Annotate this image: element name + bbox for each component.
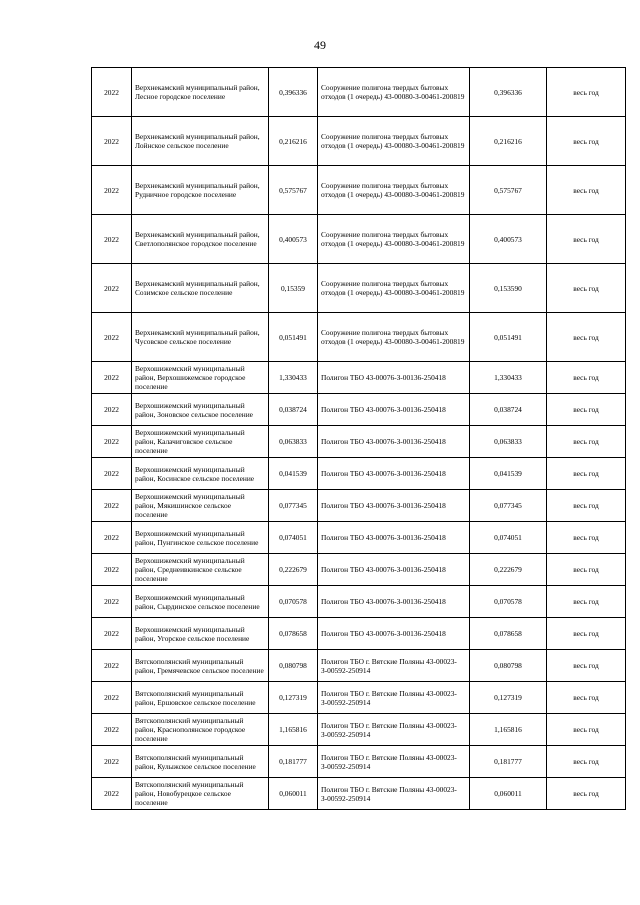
value2-cell: 0,077345: [470, 490, 547, 522]
value-cell: 0,077345: [269, 490, 318, 522]
municipality-cell: Вятскополянский муниципальный район, Новобурецкое сельское поселение: [132, 778, 269, 810]
facility-cell: Полигон ТБО 43-00076-З-00136-250418: [318, 586, 470, 618]
period-cell: весь год: [547, 117, 626, 166]
facility-cell: Полигон ТБО 43-00076-З-00136-250418: [318, 458, 470, 490]
value2-cell: 0,051491: [470, 313, 547, 362]
value2-cell: 0,060011: [470, 778, 547, 810]
year-cell: 2022: [92, 682, 132, 714]
municipality-cell: Верхошижемский муниципальный район, Пунгинское сельское поселение: [132, 522, 269, 554]
year-cell: 2022: [92, 458, 132, 490]
value2-cell: 0,074051: [470, 522, 547, 554]
value-cell: 0,063833: [269, 426, 318, 458]
period-cell: весь год: [547, 458, 626, 490]
table-row: [92, 313, 626, 362]
value-cell: 0,078658: [269, 618, 318, 650]
value2-cell: 0,222679: [470, 554, 547, 586]
facility-cell: Полигон ТБО 43-00076-З-00136-250418: [318, 394, 470, 426]
table-row: [92, 714, 626, 746]
value2-cell: 0,396336: [470, 68, 547, 117]
municipality-cell: Верхнекамский муниципальный район, Лесное городское поселение: [132, 68, 269, 117]
municipality-cell: Верхошижемский муниципальный район, Косинское сельское поселение: [132, 458, 269, 490]
period-cell: весь год: [547, 68, 626, 117]
facility-cell: Сооружение полигона твердых бытовых отходов (1 очередь) 43-00080-З-00461-200819: [318, 166, 470, 215]
value2-cell: 0,080798: [470, 650, 547, 682]
year-cell: 2022: [92, 68, 132, 117]
value2-cell: 0,078658: [470, 618, 547, 650]
data-table: [91, 67, 626, 810]
value2-cell: 0,575767: [470, 166, 547, 215]
value-cell: 0,396336: [269, 68, 318, 117]
table-row: [92, 650, 626, 682]
table-row: [92, 746, 626, 778]
municipality-cell: Верхнекамский муниципальный район, Рудничное городское поселение: [132, 166, 269, 215]
municipality-cell: Верхнекамский муниципальный район, Созимское сельское поселение: [132, 264, 269, 313]
value-cell: 1,330433: [269, 362, 318, 394]
value2-cell: 0,041539: [470, 458, 547, 490]
year-cell: 2022: [92, 215, 132, 264]
facility-cell: Полигон ТБО г. Вятские Поляны 43-00023-З-00592-250914: [318, 714, 470, 746]
value-cell: 1,165816: [269, 714, 318, 746]
facility-cell: Полигон ТБО г. Вятские Поляны 43-00023-З-00592-250914: [318, 650, 470, 682]
value2-cell: 1,165816: [470, 714, 547, 746]
year-cell: 2022: [92, 426, 132, 458]
municipality-cell: Верхошижемский муниципальный район, Зоновское сельское поселение: [132, 394, 269, 426]
year-cell: 2022: [92, 778, 132, 810]
value2-cell: 0,070578: [470, 586, 547, 618]
value2-cell: 0,216216: [470, 117, 547, 166]
value-cell: 0,070578: [269, 586, 318, 618]
period-cell: весь год: [547, 215, 626, 264]
period-cell: весь год: [547, 490, 626, 522]
value-cell: 0,074051: [269, 522, 318, 554]
table-row: [92, 215, 626, 264]
value-cell: 0,216216: [269, 117, 318, 166]
value2-cell: 0,400573: [470, 215, 547, 264]
value2-cell: 1,330433: [470, 362, 547, 394]
table-row: [92, 394, 626, 426]
municipality-cell: Верхнекамский муниципальный район, Светлополянское городское поселение: [132, 215, 269, 264]
facility-cell: Сооружение полигона твердых бытовых отходов (1 очередь) 43-00080-З-00461-200819: [318, 264, 470, 313]
year-cell: 2022: [92, 394, 132, 426]
year-cell: 2022: [92, 362, 132, 394]
value2-cell: 0,153590: [470, 264, 547, 313]
value-cell: 0,575767: [269, 166, 318, 215]
table-row: [92, 68, 626, 117]
year-cell: 2022: [92, 490, 132, 522]
municipality-cell: Вятскополянский муниципальный район, Ершовское сельское поселение: [132, 682, 269, 714]
municipality-cell: Верхошижемский муниципальный район, Мякишинское сельское поселение: [132, 490, 269, 522]
year-cell: 2022: [92, 117, 132, 166]
facility-cell: Полигон ТБО 43-00076-З-00136-250418: [318, 426, 470, 458]
year-cell: 2022: [92, 714, 132, 746]
period-cell: весь год: [547, 362, 626, 394]
period-cell: весь год: [547, 650, 626, 682]
facility-cell: Полигон ТБО г. Вятские Поляны 43-00023-З-00592-250914: [318, 682, 470, 714]
year-cell: 2022: [92, 166, 132, 215]
facility-cell: Полигон ТБО 43-00076-З-00136-250418: [318, 554, 470, 586]
period-cell: весь год: [547, 522, 626, 554]
value-cell: 0,181777: [269, 746, 318, 778]
year-cell: 2022: [92, 554, 132, 586]
year-cell: 2022: [92, 264, 132, 313]
municipality-cell: Вятскополянский муниципальный район, Кулыжское сельское поселение: [132, 746, 269, 778]
value-cell: 0,038724: [269, 394, 318, 426]
value-cell: 0,15359: [269, 264, 318, 313]
period-cell: весь год: [547, 586, 626, 618]
value2-cell: 0,127319: [470, 682, 547, 714]
table-row: [92, 554, 626, 586]
period-cell: весь год: [547, 778, 626, 810]
value-cell: 0,400573: [269, 215, 318, 264]
period-cell: весь год: [547, 394, 626, 426]
table-row: [92, 618, 626, 650]
facility-cell: Полигон ТБО г. Вятские Поляны 43-00023-З-00592-250914: [318, 778, 470, 810]
value-cell: 0,051491: [269, 313, 318, 362]
table-row: [92, 778, 626, 810]
table-row: [92, 522, 626, 554]
period-cell: весь год: [547, 264, 626, 313]
value-cell: 0,080798: [269, 650, 318, 682]
period-cell: весь год: [547, 746, 626, 778]
table-row: [92, 166, 626, 215]
period-cell: весь год: [547, 166, 626, 215]
table-row: [92, 362, 626, 394]
municipality-cell: Верхошижемский муниципальный район, Верхошижемское городское поселение: [132, 362, 269, 394]
period-cell: весь год: [547, 554, 626, 586]
table-row: [92, 117, 626, 166]
municipality-cell: Верхнекамский муниципальный район, Лойнское сельское поселение: [132, 117, 269, 166]
value2-cell: 0,063833: [470, 426, 547, 458]
value-cell: 0,060011: [269, 778, 318, 810]
period-cell: весь год: [547, 426, 626, 458]
period-cell: весь год: [547, 682, 626, 714]
facility-cell: Полигон ТБО 43-00076-З-00136-250418: [318, 618, 470, 650]
year-cell: 2022: [92, 746, 132, 778]
municipality-cell: Вятскополянский муниципальный район, Гремячевское сельское поселение: [132, 650, 269, 682]
period-cell: весь год: [547, 618, 626, 650]
table-row: [92, 426, 626, 458]
facility-cell: Полигон ТБО 43-00076-З-00136-250418: [318, 362, 470, 394]
page-number: 49: [314, 38, 326, 52]
period-cell: весь год: [547, 714, 626, 746]
municipality-cell: Верхошижемский муниципальный район, Калачиговское сельское поселение: [132, 426, 269, 458]
year-cell: 2022: [92, 586, 132, 618]
facility-cell: Полигон ТБО 43-00076-З-00136-250418: [318, 522, 470, 554]
facility-cell: Сооружение полигона твердых бытовых отходов (1 очередь) 43-00080-З-00461-200819: [318, 313, 470, 362]
value2-cell: 0,038724: [470, 394, 547, 426]
municipality-cell: Верхошижемский муниципальный район, Среднеивкинское сельское поселение: [132, 554, 269, 586]
table-row: [92, 586, 626, 618]
facility-cell: Полигон ТБО 43-00076-З-00136-250418: [318, 490, 470, 522]
year-cell: 2022: [92, 313, 132, 362]
year-cell: 2022: [92, 618, 132, 650]
table-row: [92, 682, 626, 714]
year-cell: 2022: [92, 650, 132, 682]
facility-cell: Сооружение полигона твердых бытовых отходов (1 очередь) 43-00080-З-00461-200819: [318, 117, 470, 166]
value-cell: 0,041539: [269, 458, 318, 490]
municipality-cell: Верхнекамский муниципальный район, Чусовское сельское поселение: [132, 313, 269, 362]
year-cell: 2022: [92, 522, 132, 554]
table-row: [92, 490, 626, 522]
period-cell: весь год: [547, 313, 626, 362]
facility-cell: Сооружение полигона твердых бытовых отходов (1 очередь) 43-00080-З-00461-200819: [318, 68, 470, 117]
municipality-cell: Верхошижемский муниципальный район, Угорское сельское поселение: [132, 618, 269, 650]
table-row: [92, 458, 626, 490]
value-cell: 0,222679: [269, 554, 318, 586]
facility-cell: Сооружение полигона твердых бытовых отходов (1 очередь) 43-00080-З-00461-200819: [318, 215, 470, 264]
facility-cell: Полигон ТБО г. Вятские Поляны 43-00023-З-00592-250914: [318, 746, 470, 778]
value-cell: 0,127319: [269, 682, 318, 714]
municipality-cell: Верхошижемский муниципальный район, Сырдинское сельское поселение: [132, 586, 269, 618]
table-row: [92, 264, 626, 313]
value2-cell: 0,181777: [470, 746, 547, 778]
municipality-cell: Вятскополянский муниципальный район, Краснополянское городское поселение: [132, 714, 269, 746]
